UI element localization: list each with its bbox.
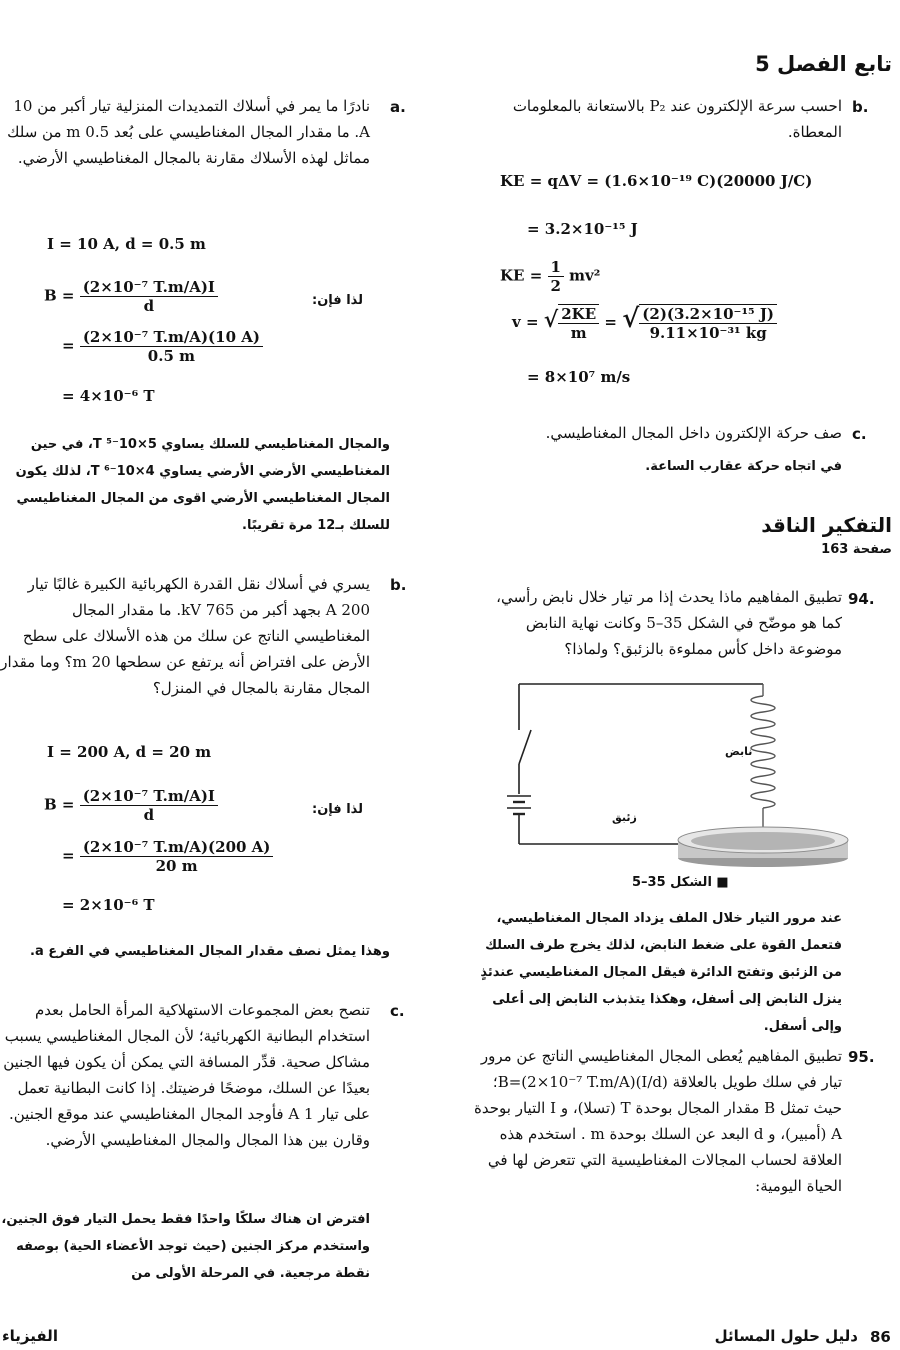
spring-circuit-figure bbox=[495, 672, 855, 867]
part-a-label: a. bbox=[390, 98, 406, 116]
velocity-formula: v = √ $\frac{2KE}{m}$ = √ $\frac{\text{(2)(3.2×10⁻¹⁵ J)}}{\text{9.11×10⁻³¹ kg}}$ bbox=[512, 304, 777, 342]
part-a-result: = 4×10⁻⁶ T bbox=[62, 387, 155, 405]
part-a-substitution: = $\frac{\text{(2×10⁻⁷ T.m/A)(10 A)}}{0.5 m}$ bbox=[62, 328, 263, 365]
ke-formula: KE = $\frac{1}{2}$ mv² bbox=[500, 258, 601, 295]
part-b-formula: B = $\frac{\text{(2×10⁻⁷ T.m/A)I}}{d}$ bbox=[44, 787, 218, 824]
velocity-result: = 8×10⁷ m/s bbox=[527, 368, 631, 386]
part-c-label: c. bbox=[390, 1002, 405, 1020]
question-95-number: 95. bbox=[848, 1048, 875, 1066]
part-b-label: b. bbox=[390, 576, 407, 594]
spring-label: نابض bbox=[725, 745, 753, 758]
figure-caption: ■ الشكل 35–5 bbox=[632, 875, 729, 890]
battery-icon bbox=[507, 796, 531, 814]
question-c-label: c. bbox=[852, 425, 867, 443]
part-b-result: = 2×10⁻⁶ T bbox=[62, 896, 155, 914]
part-a-therefore: لذا فإن: bbox=[312, 293, 364, 308]
question-94-text: تطبيق المفاهيم ماذا يحدث إذا مر تيار خلال نابض رأسي، كما هو موضّح في الشكل 35–5 وكانت نهاية النابض موضوعة داخل كأس مملوءة بالزئبق؟ ولماذا؟ bbox=[496, 588, 842, 658]
question-c-answer: في اتجاه حركة عقارب الساعة. bbox=[645, 459, 842, 474]
part-a-answer: والمجال المغناطيسي للسلك يساوي 5×10⁻⁵ T، في حين المغناطيسي الأرضي الأرضي يساوي 4×10⁻⁶ T، لذلك يكون المجال المغناطيسي الأرضي اقوى من المجال المغناطيسي للسلك بـ12 مرة تقريبًا. bbox=[15, 437, 390, 533]
mercury-dish-icon bbox=[678, 827, 848, 867]
book-title: دليل حلول المسائل bbox=[714, 1327, 858, 1345]
part-c-answer: افترض ان هناك سلكًا واحدًا فقط يحمل التيار فوق الجنين، واستخدم مركز الجنين (حيث توجد الأعضاء الحية) بوصفه نقطة مرجعية. في المرحلة الأولى من bbox=[1, 1212, 370, 1281]
ke-value: = 3.2×10⁻¹⁵ J bbox=[527, 220, 638, 238]
part-b-substitution: = $\frac{\text{(2×10⁻⁷ T.m/A)(200 A)}}{20 m}$ bbox=[62, 838, 273, 875]
question-94-number: 94. bbox=[848, 590, 875, 608]
question-b-text: احسب سرعة الإلكترون عند P₂ بالاستعانة بالمعلومات المعطاة. bbox=[512, 97, 842, 141]
part-b-text: يسري في أسلاك نقل القدرة الكهربائية الكبيرة غالبًا تيار 200 A بجهد أكبر من 765 kV. ما مقدار المجال المغناطيسي الناتج عن سلك من هذه الأسلاك على سطح الأرض على افتراض أنه يرتفع عن سطحها 20 m؟ وما مقدار المجال مقارنة بالمجال في المنزل؟ bbox=[0, 575, 370, 697]
part-a-text: نادرًا ما يمر في أسلاك التمديدات المنزلية تيار أكبر من 10 A. ما مقدار المجال المغناطيسي على بُعد 0.5 m من سلك مماثل لهذه الأسلاك مقارنة بالمجال المغناطيسي الأرضي. bbox=[7, 97, 370, 167]
question-b-label: b. bbox=[852, 98, 869, 116]
critical-thinking-title: التفكير الناقد bbox=[761, 513, 892, 537]
part-a-formula: B = $\frac{\text{(2×10⁻⁷ T.m/A)I}}{d}$ bbox=[44, 278, 218, 315]
chapter-title: تابع الفصل 5 bbox=[755, 52, 892, 76]
question-95-text: تطبيق المفاهيم يُعطى المجال المغناطيسي الناتج عن مرور تيار في سلك طويل بالعلاقة B=(2×10⁻⁷ T.m/A)(I/d)؛ حيث تمثل B مقدار المجال بوحدة T (تسلا)، و I التيار بوحدة A (أمبير)، و d البعد عن السلك بوحدة m . استخدم هذه العلاقة لحساب المجالات المغناطيسية التي تتعرض لها في الحياة اليومية: bbox=[474, 1047, 842, 1195]
spring-icon bbox=[751, 684, 775, 840]
switch-icon bbox=[519, 730, 531, 764]
page-number: 86 bbox=[870, 1328, 891, 1346]
part-b-given: I = 200 A, d = 20 m bbox=[47, 743, 212, 761]
ke-equation: KE = qΔV = (1.6×10⁻¹⁹ C)(20000 J/C) bbox=[500, 172, 813, 190]
part-c-text: تنصح بعض المجموعات الاستهلاكية المرأة الحامل بعدم استخدام البطانية الكهربائية؛ لأن المجال المغناطيسي يسبب مشاكل صحية. قدِّر المسافة التي يمكن أن يكون فيها الجنين بعيدًا عن السلك، موضحًا فرضيتك. إذا كانت البطانية تعمل على تيار 1 A فأوجد المجال المغناطيسي عند موقع الجنين. وقارن بين هذا المجال والمجال المغناطيسي الأرضي. bbox=[3, 1001, 370, 1149]
part-b-therefore: لذا فإن: bbox=[312, 802, 364, 817]
question-c-text: صف حركة الإلكترون داخل المجال المغناطيسي. bbox=[545, 424, 842, 442]
critical-thinking-page: صفحة 163 bbox=[821, 542, 892, 557]
subject-title: الفيزياء bbox=[2, 1327, 58, 1345]
part-a-given: I = 10 A, d = 0.5 m bbox=[47, 235, 206, 253]
mercury-label: زئبق bbox=[612, 811, 637, 824]
part-b-answer: وهذا يمثل نصف مقدار المجال المغناطيسي في الفرع a. bbox=[30, 944, 390, 959]
question-94-answer: عند مرور التيار خلال الملف يزداد المجال المغناطيسي، فتعمل القوة على ضغط النابض، لذلك يخرج طرف السلك من الزئبق وتفتح الدائرة فيقل المجال المغناطيسي عندئذٍ ينزل النابض إلى أسفل، وهكذا يتذبذب النابض إلى أعلى وإلى أسفل. bbox=[480, 911, 842, 1034]
